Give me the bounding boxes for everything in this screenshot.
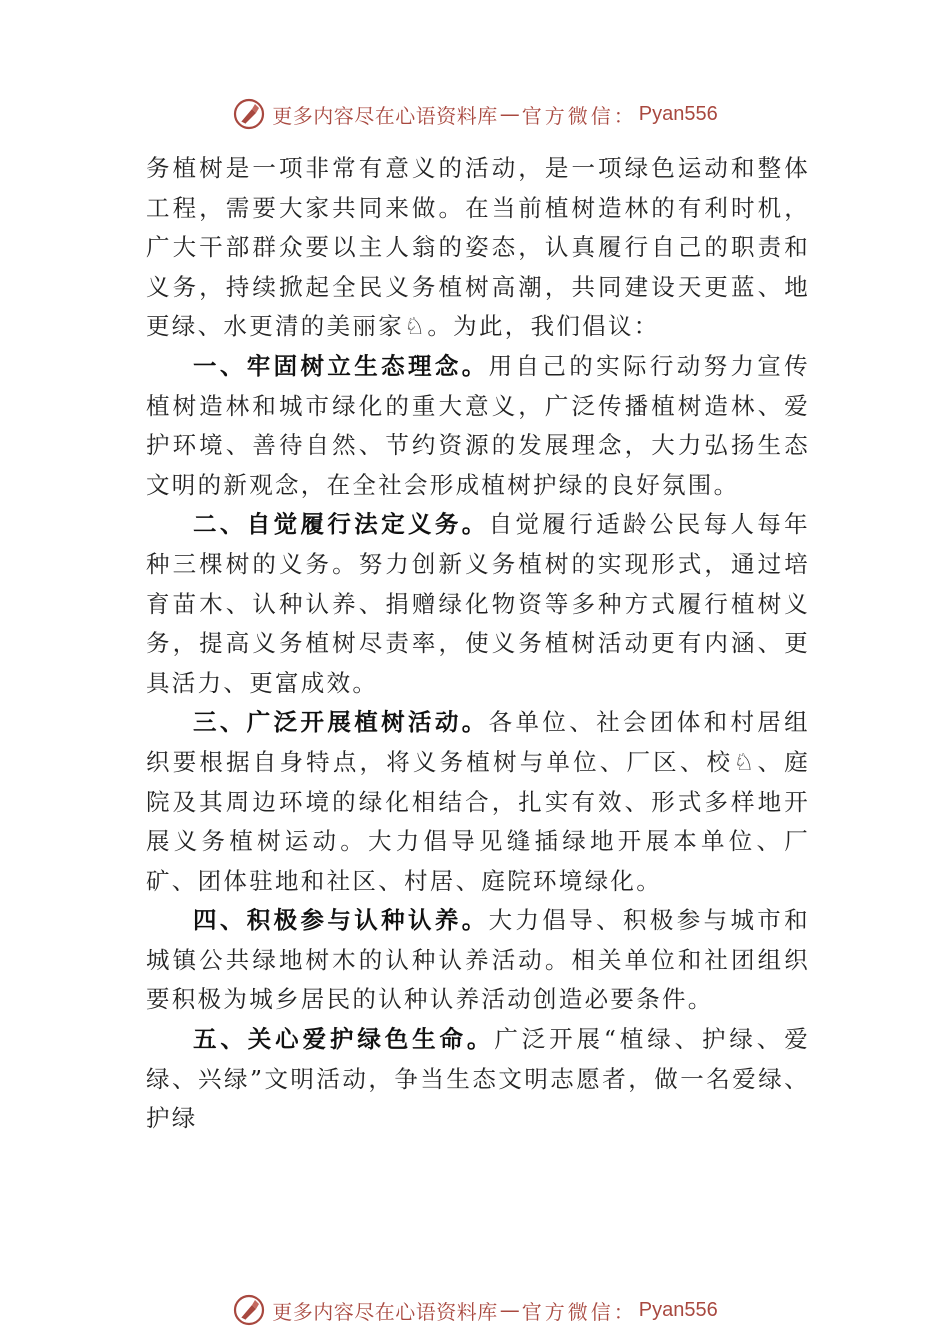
item-heading-4: 四、积极参与认种认养。 bbox=[193, 906, 489, 935]
footer-banner bbox=[0, 1290, 950, 1330]
document-body bbox=[146, 149, 810, 1139]
item-paragraph-3 bbox=[146, 703, 810, 901]
footer-separator: — bbox=[499, 1298, 520, 1322]
header-separator: — bbox=[499, 102, 520, 126]
item-text-5: 广泛开展“植绿、护绿、爱绿、兴绿”文明活动，争当生态文明志愿者，做一名爱绿、护绿 bbox=[146, 1025, 810, 1133]
header-brand-text: 更多内容尽在心语资料库 bbox=[272, 103, 498, 128]
footer-wechat-id: Pyan556 bbox=[638, 1298, 718, 1321]
item-paragraph-1 bbox=[146, 347, 810, 505]
item-heading-2: 二、自觉履行法定义务。 bbox=[193, 510, 489, 539]
intro-paragraph: 务植树是一项非常有意义的活动，是一项绿色运动和整体工程，需要大家共同来做。在当前植树造林的有利时机，广大干部群众要以主人翁的姿态，认真履行自己的职责和义务，持续掀起全民义务植树高潮，共同建设天更蓝、地更绿、水更清的美丽家♘。为此，我们倡议： bbox=[146, 154, 810, 341]
header-wechat-id: Pyan556 bbox=[638, 102, 718, 125]
footer-wechat-label: 官方微信： bbox=[521, 1299, 637, 1324]
footer-brand-text: 更多内容尽在心语资料库 bbox=[272, 1299, 498, 1324]
item-text-3: 各单位、社会团体和村居组织要根据自身特点，将义务植树与单位、厂区、校♘、庭院及其周边环境的绿化相结合，扎实有效、形式多样地开展义务植树运动。大力倡导见缝插绿地开展本单位、厂矿、团体驻地和社区、村居、庭院环境绿化。 bbox=[146, 708, 810, 895]
item-heading-3: 三、广泛开展植树活动。 bbox=[193, 708, 489, 737]
item-heading-5: 五、关心爱护绿色生命。 bbox=[193, 1025, 495, 1054]
item-text-1: 用自己的实际行动努力宣传植树造林和城市绿化的重大意义，广泛传播植树造林、爱护环境、善待自然、节约资源的发展理念，大力弘扬生态文明的新观念，在全社会形成植树护绿的良好氛围。 bbox=[146, 351, 810, 499]
item-paragraph-5 bbox=[146, 1020, 810, 1139]
item-text-2: 自觉履行适龄公民每人每年种三棵树的义务。努力创新义务植树的实现形式，通过培育苗木、认种认养、捐赠绿化物资等多种方式履行植树义务，提高义务植树尽责率，使义务植树活动更有内涵、更具活力、更富成效。 bbox=[146, 510, 810, 697]
item-text-4: 大力倡导、积极参与城市和城镇公共绿地树木的认种认养活动。相关单位和社团组织要积极为城乡居民的认种认养活动创造必要条件。 bbox=[146, 906, 810, 1014]
item-paragraph-2 bbox=[146, 505, 810, 703]
header-banner bbox=[0, 94, 950, 134]
pen-nib-icon bbox=[232, 1293, 266, 1327]
item-paragraph-4 bbox=[146, 901, 810, 1020]
item-heading-1: 一、牢固树立生态理念。 bbox=[193, 351, 489, 380]
header-wechat-label: 官方微信： bbox=[521, 103, 637, 128]
pen-nib-icon bbox=[232, 97, 266, 131]
